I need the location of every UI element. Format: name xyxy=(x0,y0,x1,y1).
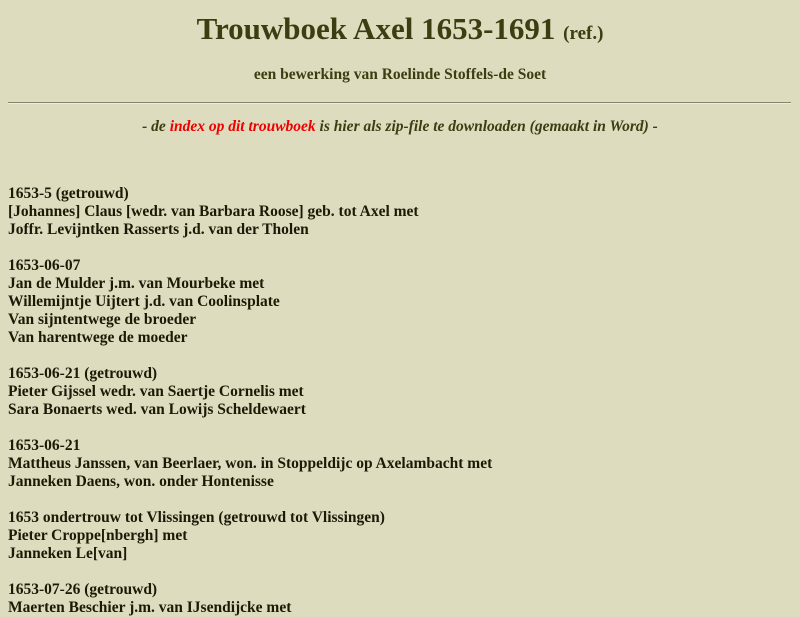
index-trouwboek-link[interactable]: index op dit trouwboek xyxy=(169,118,316,135)
record-date-line: 1653-06-21 (getrouwd) xyxy=(8,365,158,382)
record-detail-line: Van sijntentwege de broeder xyxy=(8,311,197,328)
intro-suffix-text: is hier als zip-file te downloaden (gemaakt in Word) - xyxy=(315,118,658,135)
record-detail-line: Joffr. Levijntken Rasserts j.d. van der Tholen xyxy=(8,221,309,238)
record-date-line: 1653 ondertrouw tot Vlissingen (getrouwd tot Vlissingen) xyxy=(8,509,385,526)
marriage-record xyxy=(8,365,792,419)
record-detail-line: Janneken Le[van] xyxy=(8,545,128,562)
record-date-line: 1653-06-21 xyxy=(8,437,81,454)
index-download-line xyxy=(8,104,792,137)
page-title-main: Trouwboek Axel 1653-1691 xyxy=(196,11,556,46)
marriage-record xyxy=(8,257,792,347)
record-detail-line: Maerten Beschier j.m. van IJsendijcke met xyxy=(8,599,292,616)
record-date-line: 1653-07-26 (getrouwd) xyxy=(8,581,158,598)
record-detail-line: Janneken Daens, won. onder Hontenisse xyxy=(8,473,274,490)
record-detail-line: Van harentwege de moeder xyxy=(8,329,188,346)
page-title-ref: (ref.) xyxy=(563,23,604,44)
page-subtitle: een bewerking van Roelinde Stoffels-de Soet xyxy=(253,66,547,83)
record-detail-line: Willemijntje Uijtert j.d. van Coolinsplate xyxy=(8,293,280,310)
record-detail-line: Pieter Gijssel wedr. van Saertje Cornelis met xyxy=(8,383,304,400)
marriage-record xyxy=(8,185,792,239)
record-detail-line: Sara Bonaerts wed. van Lowijs Scheldewaert xyxy=(8,401,306,418)
record-detail-line: Jan de Mulder j.m. van Mourbeke met xyxy=(8,275,265,292)
record-detail-line: Mattheus Janssen, van Beerlaer, won. in Stoppeldijc op Axelambacht met xyxy=(8,455,493,472)
record-date-line: 1653-06-07 xyxy=(8,257,81,274)
marriage-record xyxy=(8,437,792,491)
marriage-record xyxy=(8,509,792,563)
marriage-record xyxy=(8,581,792,617)
record-date-line: 1653-5 (getrouwd) xyxy=(8,185,129,202)
records-list xyxy=(8,137,792,617)
record-detail-line: [Johannes] Claus [wedr. van Barbara Roose] geb. tot Axel met xyxy=(8,203,419,220)
intro-prefix-text: - de xyxy=(142,118,170,135)
page-title xyxy=(8,0,792,52)
record-detail-line: Pieter Croppe[nbergh] met xyxy=(8,527,188,544)
